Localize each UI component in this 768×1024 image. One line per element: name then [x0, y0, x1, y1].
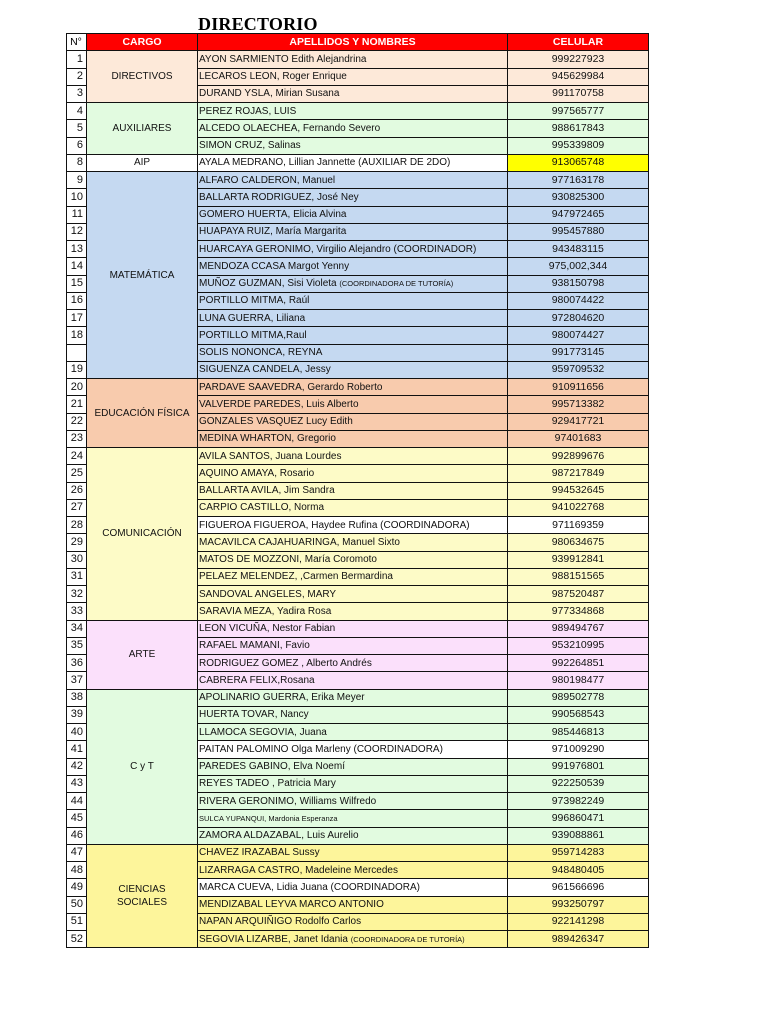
row-number: 51 — [67, 913, 87, 930]
name-text: AYALA MEDRANO, Lillian Jannette (AUXILIAR DE 2DO) — [199, 157, 451, 169]
name-cell — [198, 396, 508, 413]
name-cell — [198, 862, 508, 879]
row-number: 22 — [67, 413, 87, 430]
name-text: PAREDES GABINO, Elva Noemí — [199, 761, 345, 773]
table-row — [67, 154, 649, 171]
phone-cell: 989494767 — [508, 620, 649, 637]
row-number: 27 — [67, 499, 87, 516]
name-text: LEON VICUÑA, Nestor Fabian — [199, 623, 336, 635]
header-row — [67, 34, 649, 51]
name-text: MACAVILCA CAJAHUARINGA, Manuel Sixto — [199, 536, 400, 548]
name-text: LIZARRAGA CASTRO, Madeleine Mercedes — [199, 864, 398, 876]
name-cell — [198, 706, 508, 723]
name-cell — [198, 534, 508, 551]
name-cell — [198, 430, 508, 447]
row-number: 44 — [67, 793, 87, 810]
row-number: 14 — [67, 258, 87, 275]
name-cell — [198, 103, 508, 120]
row-number: 23 — [67, 430, 87, 447]
phone-cell: 987520487 — [508, 586, 649, 603]
cargo-cell — [87, 448, 198, 621]
name-cell — [198, 879, 508, 896]
name-text: MATOS DE MOZZONI, María Coromoto — [199, 554, 377, 566]
header-nombres: APELLIDOS Y NOMBRES — [198, 34, 508, 51]
name-text: SEGOVIA LIZARBE, Janet Idania — [199, 933, 351, 945]
name-cell — [198, 361, 508, 378]
phone-cell: 953210995 — [508, 637, 649, 654]
page-title: DIRECTORIO — [198, 14, 318, 34]
phone-cell: 922141298 — [508, 913, 649, 930]
name-cell — [198, 775, 508, 792]
row-number: 46 — [67, 827, 87, 844]
phone-cell: 988151565 — [508, 568, 649, 585]
row-number: 50 — [67, 896, 87, 913]
row-number: 31 — [67, 568, 87, 585]
phone-cell: 977334868 — [508, 603, 649, 620]
name-text: MENDIZABAL LEYVA MARCO ANTONIO — [199, 899, 384, 911]
table-row — [67, 103, 649, 120]
row-number: 4 — [67, 103, 87, 120]
name-text: BALLARTA AVILA, Jim Sandra — [199, 485, 335, 497]
name-text: GONZALES VASQUEZ Lucy Edith — [199, 416, 353, 428]
row-number: 38 — [67, 689, 87, 706]
phone-cell: 992264851 — [508, 655, 649, 672]
name-cell — [198, 120, 508, 137]
name-cell — [198, 292, 508, 309]
phone-cell: 980074427 — [508, 327, 649, 344]
phone-cell: 995339809 — [508, 137, 649, 154]
phone-cell: 938150798 — [508, 275, 649, 292]
row-number: 28 — [67, 517, 87, 534]
name-cell — [198, 51, 508, 68]
name-text: ALCEDO OLAECHEA, Fernando Severo — [199, 122, 381, 134]
row-number: 15 — [67, 275, 87, 292]
row-number: 2 — [67, 68, 87, 85]
name-cell — [198, 85, 508, 102]
name-text: PEREZ ROJAS, LUIS — [199, 105, 297, 117]
row-number: 21 — [67, 396, 87, 413]
name-text: RODRIGUEZ GOMEZ , Alberto Andrés — [199, 657, 372, 669]
phone-cell: 999227923 — [508, 51, 649, 68]
cargo-cell — [87, 154, 198, 171]
table-row — [67, 379, 649, 396]
name-cell — [198, 413, 508, 430]
name-text: CARPIO CASTILLO, Norma — [199, 502, 325, 514]
name-text: ALFARO CALDERON, Manuel — [199, 174, 336, 186]
row-number: 35 — [67, 637, 87, 654]
name-cell — [198, 223, 508, 240]
name-cell — [198, 344, 508, 361]
phone-cell: 990568543 — [508, 706, 649, 723]
row-number: 13 — [67, 241, 87, 258]
name-cell — [198, 568, 508, 585]
name-text: SOLIS NONONCA, REYNA — [199, 347, 323, 359]
phone-cell: 996860471 — [508, 810, 649, 827]
name-cell — [198, 810, 508, 827]
phone-cell: 97401683 — [508, 430, 649, 447]
phone-cell: 993250797 — [508, 896, 649, 913]
phone-cell: 945629984 — [508, 68, 649, 85]
name-cell — [198, 551, 508, 568]
name-text: AYON SARMIENTO Edith Alejandrina — [199, 53, 367, 65]
cargo-label: AIP — [133, 157, 151, 169]
name-text: MUÑOZ GUZMAN, Sisi Violeta — [199, 278, 340, 290]
name-text: REYES TADEO , Patricia Mary — [199, 778, 336, 790]
phone-cell: 929417721 — [508, 413, 649, 430]
table-row — [67, 51, 649, 68]
name-text: RIVERA GERONIMO, Williams Wilfredo — [199, 795, 377, 807]
name-cell — [198, 379, 508, 396]
row-number: 32 — [67, 586, 87, 603]
name-text: VALVERDE PAREDES, Luis Alberto — [199, 398, 359, 410]
row-number — [67, 344, 87, 361]
phone-cell: 971169359 — [508, 517, 649, 534]
row-number: 48 — [67, 862, 87, 879]
name-note: (COORDINADORA DE TUTORÍA) — [350, 934, 465, 944]
name-text: HUAPAYA RUIZ, María Margarita — [199, 226, 347, 238]
name-text: MENDOZA CCASA Margot Yenny — [199, 260, 350, 272]
row-number: 25 — [67, 465, 87, 482]
row-number: 3 — [67, 85, 87, 102]
phone-cell: 910911656 — [508, 379, 649, 396]
phone-cell: 922250539 — [508, 775, 649, 792]
row-number: 30 — [67, 551, 87, 568]
phone-cell: 930825300 — [508, 189, 649, 206]
name-cell — [198, 241, 508, 258]
cargo-label: DIRECTIVOS — [111, 71, 173, 83]
name-cell — [198, 672, 508, 689]
phone-cell: 989426347 — [508, 931, 649, 948]
name-cell — [198, 603, 508, 620]
table-row — [67, 689, 649, 706]
row-number: 40 — [67, 724, 87, 741]
phone-cell: 985446813 — [508, 724, 649, 741]
name-cell — [198, 448, 508, 465]
name-cell — [198, 327, 508, 344]
row-number: 17 — [67, 310, 87, 327]
row-number: 34 — [67, 620, 87, 637]
phone-cell: 959709532 — [508, 361, 649, 378]
name-text: SIMON CRUZ, Salinas — [199, 140, 301, 152]
name-text: PARDAVE SAAVEDRA, Gerardo Roberto — [199, 381, 383, 393]
phone-cell: 939912841 — [508, 551, 649, 568]
phone-cell: 961566696 — [508, 879, 649, 896]
cargo-cell — [87, 103, 198, 155]
row-number: 19 — [67, 361, 87, 378]
cargo-label: C y T — [130, 761, 154, 773]
name-text: PELAEZ MELENDEZ, ,Carmen Bermardina — [199, 571, 393, 583]
name-text: SIGUENZA CANDELA, Jessy — [199, 364, 331, 376]
name-text: HUERTA TOVAR, Nancy — [199, 709, 309, 721]
name-text: NAPAN ARQUIÑIGO Rodolfo Carlos — [199, 916, 362, 928]
cargo-cell — [87, 51, 198, 103]
phone-cell: 943483115 — [508, 241, 649, 258]
phone-cell: 947972465 — [508, 206, 649, 223]
name-text: BALLARTA RODRIGUEZ, José Ney — [199, 191, 359, 203]
row-number: 42 — [67, 758, 87, 775]
table-row — [67, 844, 649, 861]
name-note: SULCA YUPANQUI, Mardonia Esperanza — [199, 813, 338, 823]
name-text: SANDOVAL ANGELES, MARY — [199, 588, 337, 600]
name-text: MARCA CUEVA, Lidia Juana (COORDINADORA) — [199, 881, 420, 893]
cargo-label: ARTE — [128, 649, 156, 660]
phone-cell: 992899676 — [508, 448, 649, 465]
header-cargo: CARGO — [87, 34, 198, 51]
phone-cell: 913065748 — [508, 154, 649, 171]
name-text: FIGUEROA FIGUEROA, Haydee Rufina (COORDINADORA) — [199, 519, 470, 531]
row-number: 33 — [67, 603, 87, 620]
phone-cell: 941022768 — [508, 499, 649, 516]
name-cell — [198, 913, 508, 930]
phone-cell: 991170758 — [508, 85, 649, 102]
name-text: APOLINARIO GUERRA, Erika Meyer — [199, 692, 365, 704]
name-cell — [198, 465, 508, 482]
cargo-label: COMUNICACIÓN — [102, 528, 182, 540]
phone-cell: 997565777 — [508, 103, 649, 120]
name-text: SARAVIA MEZA, Yadira Rosa — [199, 605, 332, 617]
row-number: 8 — [67, 154, 87, 171]
name-text: LUNA GUERRA, Liliana — [199, 312, 306, 324]
name-text: AVILA SANTOS, Juana Lourdes — [199, 450, 342, 462]
name-cell — [198, 68, 508, 85]
name-cell — [198, 482, 508, 499]
name-cell — [198, 844, 508, 861]
cargo-cell — [87, 379, 198, 448]
header-celular: CELULAR — [508, 34, 649, 51]
name-text: LECAROS LEON, Roger Enrique — [199, 71, 347, 83]
phone-cell: 989502778 — [508, 689, 649, 706]
name-cell — [198, 258, 508, 275]
directory-table — [66, 33, 649, 948]
row-number: 49 — [67, 879, 87, 896]
phone-cell: 980074422 — [508, 292, 649, 309]
name-text: PAITAN PALOMINO Olga Marleny (COORDINADORA) — [199, 743, 443, 755]
name-cell — [198, 310, 508, 327]
cargo-label: EDUCACIÓN FÍSICA — [94, 407, 190, 419]
phone-cell: 995457880 — [508, 223, 649, 240]
name-text: AQUINO AMAYA, Rosario — [199, 467, 315, 479]
phone-cell: 980634675 — [508, 534, 649, 551]
row-number: 18 — [67, 327, 87, 344]
name-cell — [198, 896, 508, 913]
name-cell — [198, 154, 508, 171]
name-text: CHAVEZ IRAZABAL Sussy — [199, 847, 320, 859]
row-number: 6 — [67, 137, 87, 154]
phone-cell: 973982249 — [508, 793, 649, 810]
row-number: 37 — [67, 672, 87, 689]
cargo-label: MATEMÁTICA — [109, 269, 175, 281]
name-cell — [198, 586, 508, 603]
name-text: PORTILLO MITMA,Raul — [199, 329, 307, 341]
name-text: LLAMOCA SEGOVIA, Juana — [199, 726, 327, 738]
name-cell — [198, 724, 508, 741]
phone-cell: 991773145 — [508, 344, 649, 361]
name-text: PORTILLO MITMA, Raúl — [199, 295, 310, 307]
row-number: 52 — [67, 931, 87, 948]
row-number: 5 — [67, 120, 87, 137]
name-text: DURAND YSLA, Mirian Susana — [199, 88, 340, 100]
name-cell — [198, 827, 508, 844]
phone-cell: 939088861 — [508, 827, 649, 844]
phone-cell: 972804620 — [508, 310, 649, 327]
row-number: 12 — [67, 223, 87, 240]
row-number: 41 — [67, 741, 87, 758]
name-text: CABRERA FELIX,Rosana — [199, 674, 315, 686]
row-number: 10 — [67, 189, 87, 206]
name-cell — [198, 189, 508, 206]
table-row — [67, 172, 649, 189]
row-number: 29 — [67, 534, 87, 551]
row-number: 20 — [67, 379, 87, 396]
row-number: 24 — [67, 448, 87, 465]
name-cell — [198, 793, 508, 810]
row-number: 43 — [67, 775, 87, 792]
phone-cell: 994532645 — [508, 482, 649, 499]
row-number: 1 — [67, 51, 87, 68]
name-text: ZAMORA ALDAZABAL, Luis Aurelio — [199, 830, 359, 842]
name-text: HUARCAYA GERONIMO, Virgilio Alejandro (COORDINADOR) — [199, 243, 477, 255]
cargo-cell — [87, 689, 198, 844]
phone-cell: 980198477 — [508, 672, 649, 689]
cargo-label: CIENCIAS SOCIALES — [116, 883, 168, 908]
name-text: MEDINA WHARTON, Gregorio — [199, 433, 336, 445]
header-num: N° — [67, 34, 87, 51]
cargo-cell — [87, 172, 198, 379]
name-cell — [198, 758, 508, 775]
row-number: 39 — [67, 706, 87, 723]
name-note: (COORDINADORA DE TUTORÍA) — [339, 279, 454, 289]
name-cell — [198, 741, 508, 758]
phone-cell: 988617843 — [508, 120, 649, 137]
name-text: RAFAEL MAMANI, Favio — [199, 640, 310, 652]
name-cell — [198, 137, 508, 154]
name-cell — [198, 931, 508, 948]
name-text: GOMERO HUERTA, Elicia Alvina — [199, 209, 347, 221]
name-cell — [198, 172, 508, 189]
name-cell — [198, 620, 508, 637]
name-cell — [198, 637, 508, 654]
row-number: 47 — [67, 844, 87, 861]
cargo-cell — [87, 844, 198, 948]
row-number: 45 — [67, 810, 87, 827]
phone-cell: 971009290 — [508, 741, 649, 758]
cargo-label: AUXILIARES — [112, 122, 172, 134]
phone-cell: 948480405 — [508, 862, 649, 879]
name-cell — [198, 275, 508, 292]
name-cell — [198, 655, 508, 672]
table-row — [67, 448, 649, 465]
name-cell — [198, 689, 508, 706]
phone-cell: 991976801 — [508, 758, 649, 775]
name-cell — [198, 517, 508, 534]
phone-cell: 977163178 — [508, 172, 649, 189]
phone-cell: 959714283 — [508, 844, 649, 861]
phone-cell: 975,002,344 — [508, 258, 649, 275]
phone-cell: 987217849 — [508, 465, 649, 482]
row-number: 11 — [67, 206, 87, 223]
row-number: 26 — [67, 482, 87, 499]
phone-cell: 995713382 — [508, 396, 649, 413]
row-number: 36 — [67, 655, 87, 672]
table-row — [67, 620, 649, 637]
cargo-cell — [87, 620, 198, 689]
name-cell — [198, 499, 508, 516]
name-cell — [198, 206, 508, 223]
row-number: 16 — [67, 292, 87, 309]
row-number: 9 — [67, 172, 87, 189]
